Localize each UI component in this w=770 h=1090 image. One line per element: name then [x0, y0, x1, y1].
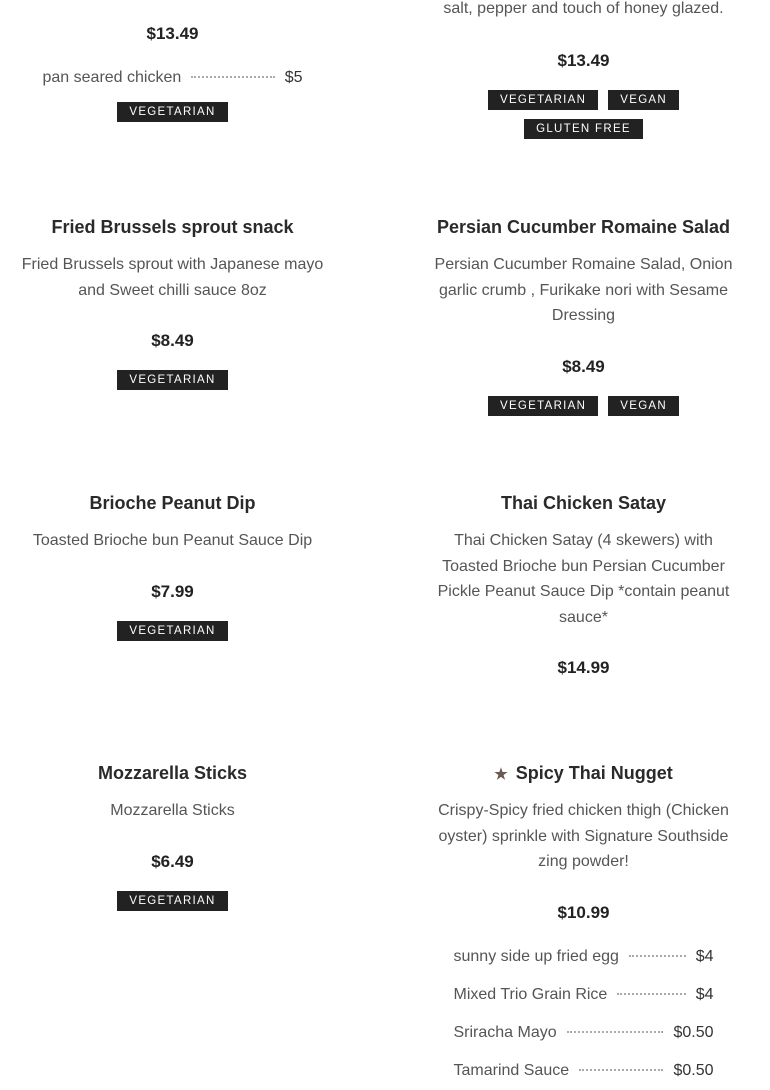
- item-description: Fried Brussels sprout with Japanese mayo and Sweet chilli sauce 8oz: [21, 256, 324, 299]
- item-price: $6.49: [151, 851, 194, 871]
- item-title: Fried Brussels sprout snack: [51, 217, 294, 237]
- addon-price: $4: [695, 947, 714, 965]
- addon-list: [454, 938, 714, 1090]
- addon-name: Tamarind Sauce: [453, 1061, 570, 1079]
- item-price: $14.99: [557, 658, 610, 677]
- addon-row[interactable]: [454, 938, 714, 976]
- item-description: Mozzarella Sticks: [110, 802, 235, 819]
- item-description: Thai Chicken Satay (4 skewers) with Toasted Brioche bun Persian Cucumber Pickle Peanut Sauce Dip *contain peanut sauce*: [437, 532, 730, 626]
- diet-tags: [400, 396, 767, 416]
- dot-leader: [617, 993, 685, 995]
- dot-leader: [629, 955, 686, 957]
- menu-item-thai-chicken-satay[interactable]: [400, 491, 767, 680]
- addon-name: Mixed Trio Grain Rice: [453, 985, 608, 1003]
- item-title-row: [400, 761, 767, 785]
- tag-vegan: VEGAN: [608, 396, 679, 416]
- star-icon: ★: [494, 766, 508, 783]
- menu-item-spicy-thai-nugget[interactable]: [400, 761, 767, 1090]
- dot-leader: [579, 1069, 663, 1071]
- item-price: $13.49: [557, 50, 610, 70]
- diet-tags: [0, 370, 345, 390]
- addon-row[interactable]: [43, 60, 303, 96]
- tag-vegetarian: VEGETARIAN: [488, 396, 598, 416]
- addon-row[interactable]: [454, 976, 714, 1014]
- item-title: Mozzarella Sticks: [97, 763, 248, 783]
- addon-price: $0.50: [673, 1061, 714, 1079]
- item-description: Crispy-Spicy fried chicken thigh (Chicken oyster) sprinkle with Signature Southside zing powder!: [438, 802, 729, 870]
- diet-tags: [400, 90, 767, 139]
- menu-item-partial-left: [0, 22, 345, 122]
- tag-vegetarian: VEGETARIAN: [117, 891, 227, 911]
- item-price: $13.49: [146, 24, 199, 43]
- tag-vegetarian: VEGETARIAN: [117, 102, 227, 122]
- dot-leader: [191, 76, 274, 78]
- menu-item-partial-right: [400, 0, 767, 139]
- addon-name: Sriracha Mayo: [453, 1023, 557, 1041]
- addon-row[interactable]: [454, 1052, 714, 1090]
- item-title: Brioche Peanut Dip: [89, 493, 256, 513]
- addon-name: sunny side up fried egg: [453, 947, 619, 965]
- item-description: Persian Cucumber Romaine Salad, Onion garlic crumb , Furikake nori with Sesame Dressing: [434, 256, 733, 324]
- tag-gluten-free: GLUTEN FREE: [524, 119, 643, 139]
- tag-vegetarian: VEGETARIAN: [488, 90, 598, 110]
- item-price: $8.49: [151, 331, 194, 350]
- addon-name: pan seared chicken: [42, 69, 182, 86]
- addon-price: $4: [695, 985, 714, 1003]
- item-title: Persian Cucumber Romaine Salad: [436, 217, 731, 237]
- tag-vegetarian: VEGETARIAN: [117, 621, 227, 641]
- diet-tags: [0, 621, 345, 641]
- item-price: $8.49: [562, 356, 605, 376]
- tag-vegan: VEGAN: [608, 90, 679, 110]
- addon-row[interactable]: [454, 1014, 714, 1052]
- tag-vegetarian: VEGETARIAN: [117, 370, 227, 390]
- item-title: Thai Chicken Satay: [500, 493, 667, 513]
- item-price: $7.99: [151, 581, 194, 601]
- addon-price: $0.50: [673, 1023, 714, 1041]
- diet-tags: [0, 891, 345, 911]
- item-description: Toasted Brioche bun Peanut Sauce Dip: [32, 532, 313, 549]
- menu-item-brioche-peanut-dip[interactable]: [0, 491, 345, 641]
- item-title: Spicy Thai Nugget: [515, 763, 673, 783]
- item-price: $10.99: [557, 902, 610, 922]
- item-description: salt, pepper and touch of honey glazed.: [443, 0, 724, 17]
- dot-leader: [567, 1031, 664, 1033]
- diet-tags: [0, 102, 345, 122]
- menu-item-mozzarella-sticks[interactable]: [0, 761, 345, 911]
- menu-item-persian-cucumber[interactable]: [400, 215, 767, 416]
- addon-price: $5: [284, 69, 303, 86]
- menu-item-fried-brussels[interactable]: [0, 215, 345, 390]
